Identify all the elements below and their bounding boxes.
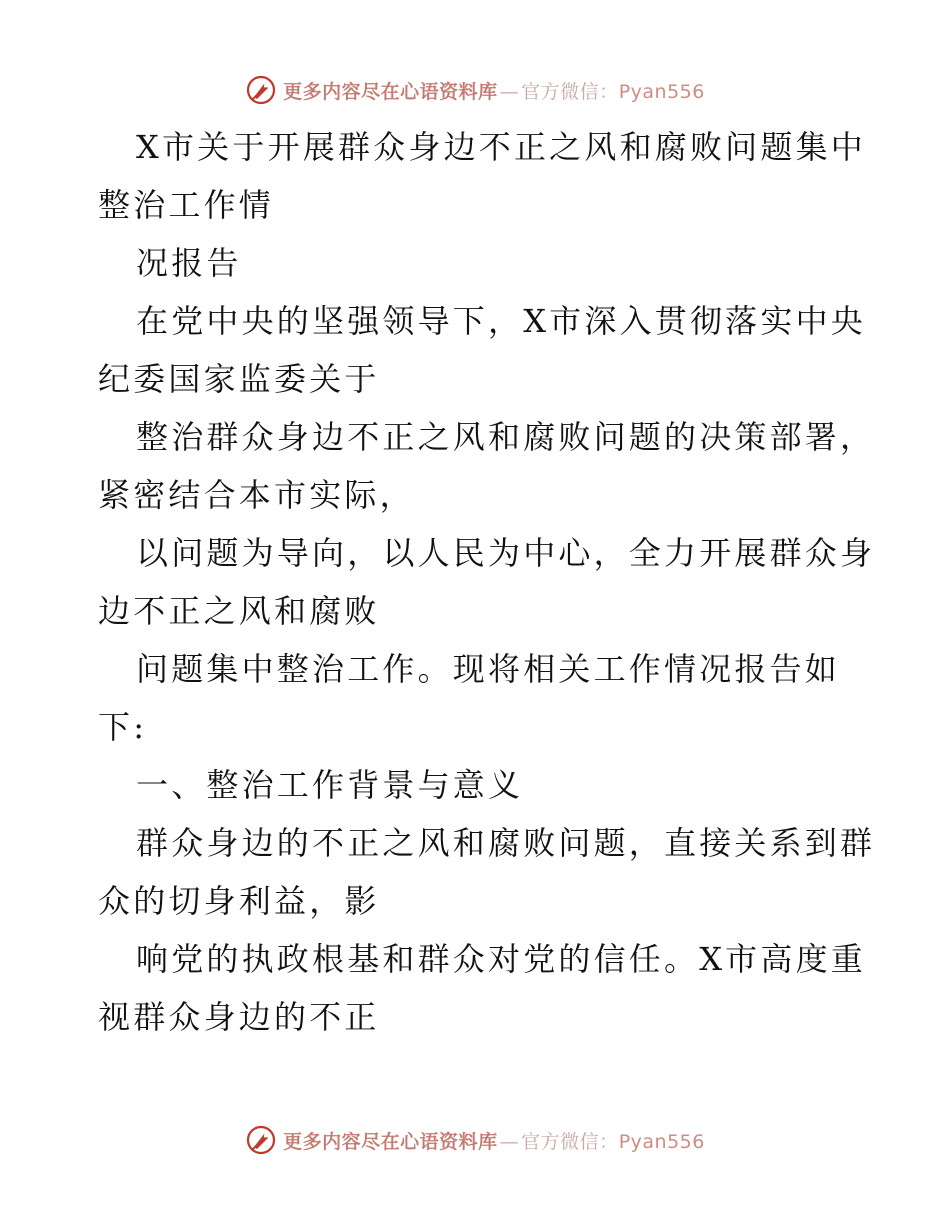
document-title-line: 整治工作情 xyxy=(98,186,275,224)
watermark-label: 官方微信： xyxy=(521,1130,619,1153)
footer-watermark xyxy=(0,1120,950,1160)
header-watermark xyxy=(0,70,950,110)
paragraph-line: 下: xyxy=(98,708,148,746)
paragraph-line: 在党中央的坚强领导下，X市深入贯彻落实中央 xyxy=(136,302,866,340)
paragraph-line: 纪委国家监委关于 xyxy=(98,360,380,398)
pen-nib-seal-icon xyxy=(245,1124,277,1156)
paragraph-line: 紧密结合本市实际， xyxy=(98,476,415,514)
paragraph-line: 群众身边的不正之风和腐败问题，直接关系到群 xyxy=(136,824,876,862)
pen-nib-seal-icon xyxy=(245,74,277,106)
section-heading: 一、整治工作背景与意义 xyxy=(136,766,524,804)
watermark-label: 官方微信： xyxy=(521,80,619,103)
watermark-brand: 更多内容尽在心语资料库 xyxy=(283,1130,498,1153)
paragraph-line: 视群众身边的不正 xyxy=(98,998,380,1036)
watermark-separator: — xyxy=(499,80,520,103)
watermark-wechat-id: Pyan556 xyxy=(618,1130,705,1153)
document-title-line: 况报告 xyxy=(136,244,242,282)
paragraph-line: 响党的执政根基和群众对党的信任。X市高度重 xyxy=(136,940,866,978)
paragraph-line: 整治群众身边不正之风和腐败问题的决策部署， xyxy=(136,418,876,456)
paragraph-line: 以问题为导向，以人民为中心，全力开展群众身 xyxy=(136,534,876,572)
watermark-text xyxy=(283,77,705,104)
watermark-brand: 更多内容尽在心语资料库 xyxy=(283,80,498,103)
paragraph-line: 问题集中整治工作。现将相关工作情况报告如 xyxy=(136,650,841,688)
watermark-text xyxy=(283,1127,705,1154)
watermark-wechat-id: Pyan556 xyxy=(618,80,705,103)
paragraph-line: 边不正之风和腐败 xyxy=(98,592,380,630)
document-title-line: X市关于开展群众身边不正之风和腐败问题集中 xyxy=(136,128,866,166)
watermark-separator: — xyxy=(499,1130,520,1153)
paragraph-line: 众的切身利益，影 xyxy=(98,882,380,920)
